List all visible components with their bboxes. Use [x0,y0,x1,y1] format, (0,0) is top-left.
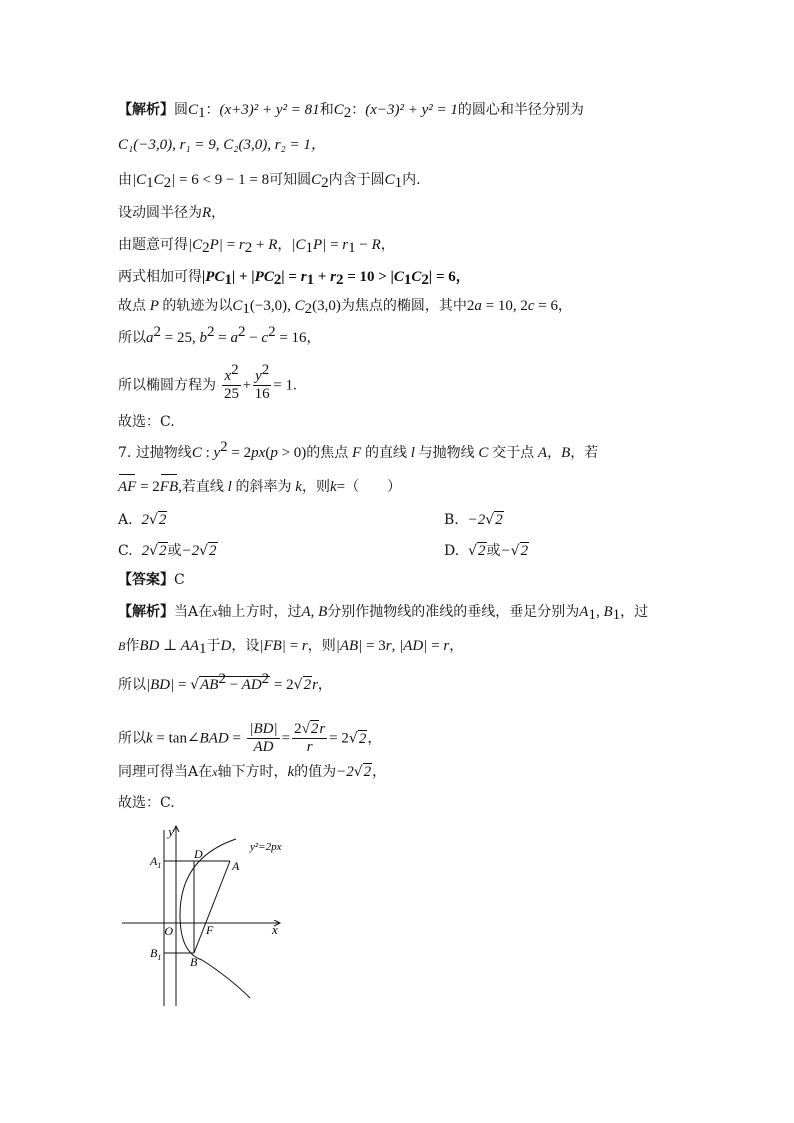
parabola-figure [110,818,310,1013]
prev-line-6: 两式相加可得$|PC_1| + |PC_2| = r_1 + r_2 = 10 > |C_1C_2| = 6$， [118,269,470,288]
solution-line-3: 所以$|BD| = √AB^2 - AD^2 = 2√2r$， [118,671,332,693]
prev-line-7: 故点 P 的轨迹为以$C_1(-3,0)$, $C_2(3,0)$为焦点的椭圆，其中2a = 10, 2c = 6， [118,298,572,317]
option-d[interactable]: D. √2或−√2 [444,543,529,559]
solution-line-4: 所以k = tan∠BAD = $\frac{|BD|}{AD}$ = $\frac{2√2r}{r}$ = 2√2， [118,721,382,755]
solution-line-2: B作BD ⊥ $AA_1$于D，设|FB| = r，则|AB| = 3r, |AD| = r， [118,638,464,657]
label-f: F [206,923,214,937]
solution-line-5: 同理可得当A在x轴下方时，k的值为−2√2， [118,764,387,780]
label-o: O [164,924,173,938]
prev-line-1: 【解析】圆$C_1$：(x+3)² + y² = 81和$C_2$：(x−3)² + y² = 1的圆心和半径分别为 [118,102,584,121]
prev-line-2 [118,135,326,155]
parabola-curve [180,839,250,998]
label-x: x [272,922,278,937]
segment-a-b [194,861,230,953]
prev-line-5: 由题意可得$|C_2P| = r_2 + R$，$|C_1P| = r_1 - R$， [118,237,395,256]
slope-frac-2: $\frac{2√2r}{r}$ [294,721,326,755]
centers-radii: C₁(−3,0), r₁ = 9, C₂(3,0), r₂ = 1， [118,137,326,153]
prev-line-3: 由$|C_1C_2| = 6 < 9 - 1 = 8$可知圆$C_2$内含于圆$C_1$内. [118,172,421,191]
solution-line-1: 【解析】当A在x轴上方时，过A, B分别作抛物线的准线的垂线，垂足分别为$A_1$, $B_1$，过 [118,604,649,623]
prev-line-10: 故选：C. [118,414,175,430]
circle1-equation: (x+3)² + y² = 81 [219,102,320,118]
label-b1: $B_1$ [150,946,162,962]
label-b: B [190,955,198,969]
question-7-stem-2: AF = 2FB,若直线 l 的斜率为 k，则k=（ ） [118,479,402,495]
slope-frac-1: $\frac{|BD|}{AD}$ [249,721,278,755]
circle2-equation: (x−3)² + y² = 1 [365,102,458,118]
option-c[interactable]: C. 2√2或−2√2 [118,543,217,559]
label-d: D [194,847,203,861]
label-y: y [168,824,174,839]
answer-line: 【答案】C [118,572,185,588]
ellipse-frac-y: $\frac{y^2}{16}$ [254,362,270,402]
prev-line-4: 设动圆半径为R， [118,205,226,221]
option-a[interactable]: A. 2√2 [118,512,167,528]
answer-value: C [174,572,185,588]
label-a: A [232,859,240,873]
ellipse-frac-x: $\frac{x^2}{25}$ [224,362,240,402]
solution-line-6: 故选：C. [118,795,175,811]
prev-line-8: 所以$a^2 = 25$, $b^2 = a^2 - c^2 = 16$， [118,324,321,346]
question-number: 7. [118,445,132,461]
prev-line-9: 所以椭圆方程为 $\frac{x^2}{25}$ + $\frac{y^2}{16}$ = 1. [118,362,297,402]
question-7-stem: 7. 过抛物线C : $y^2 = 2px(p > 0)$的焦点 F 的直线 l 与抛物线 C 交于点 A，B，若 [118,439,599,461]
label-a1: $A_1$ [150,854,162,870]
analysis-tag: 【解析】 [118,102,174,118]
label-curve: y²=2px [250,841,282,853]
option-b[interactable]: B. −2√2 [444,512,503,528]
